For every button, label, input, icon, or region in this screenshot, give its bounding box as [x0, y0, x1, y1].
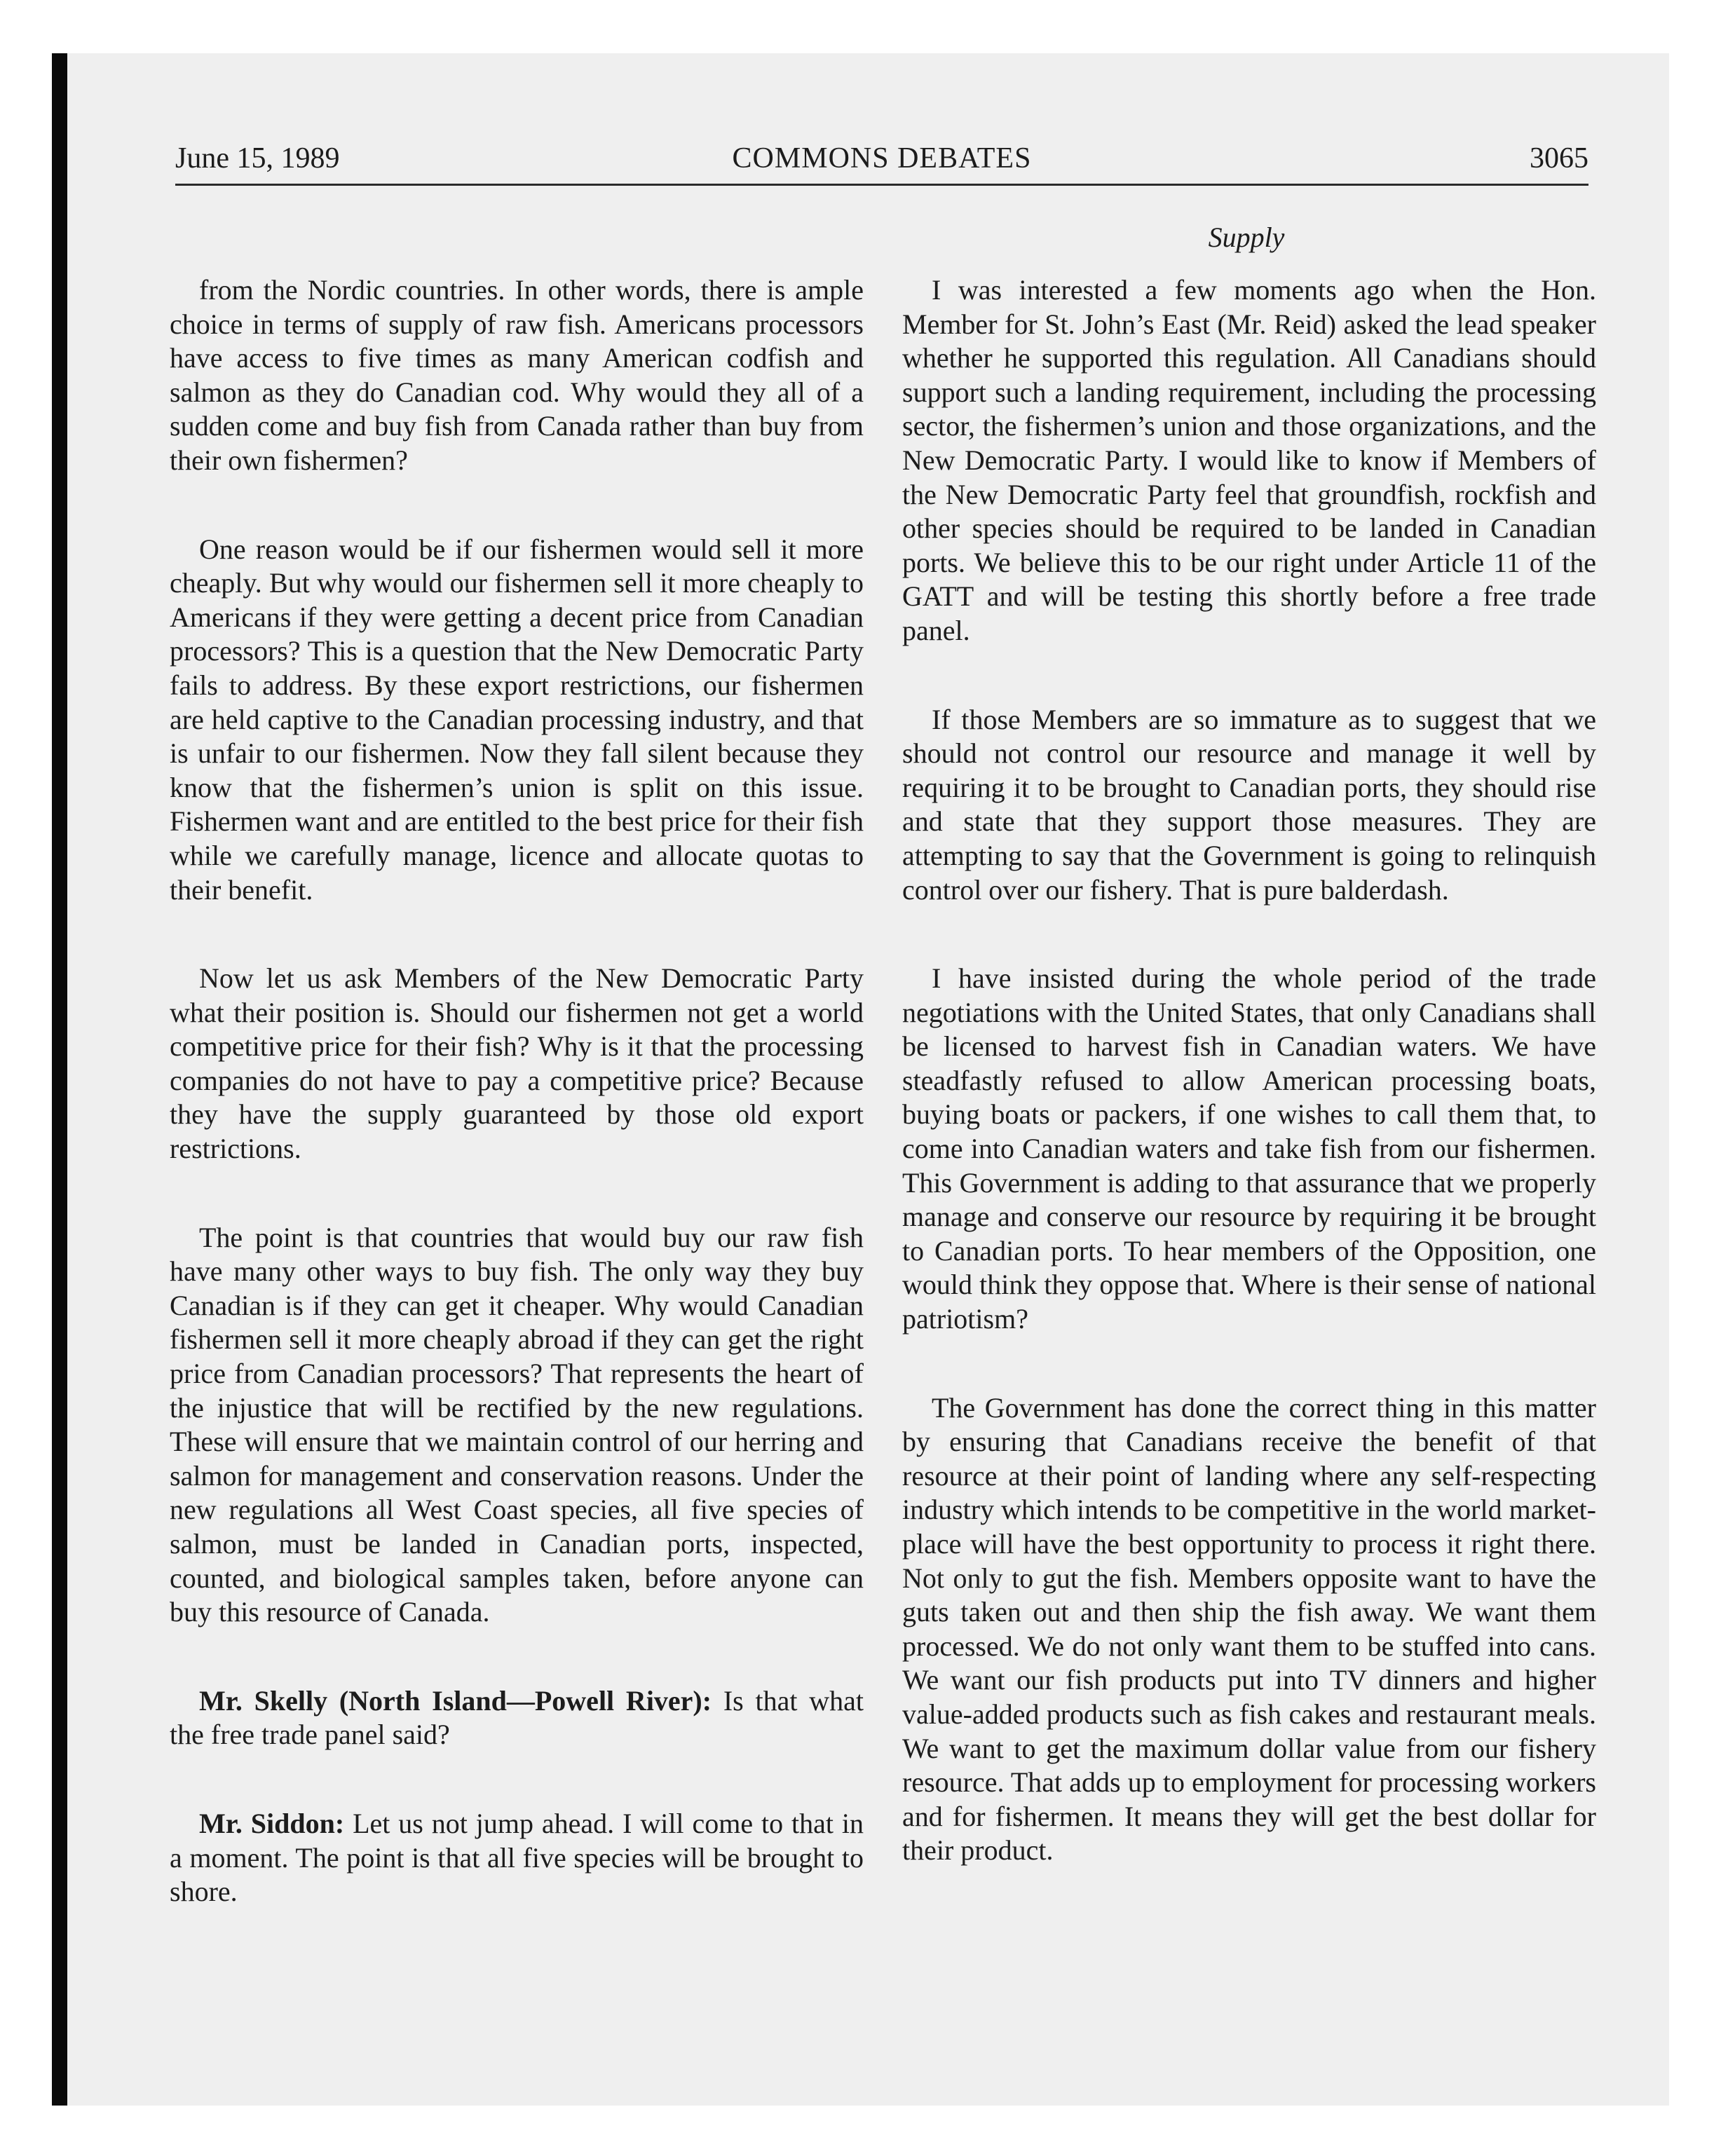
speaker-name: Mr. Skelly (North Island—Powell River):: [199, 1684, 712, 1717]
header-page-number: 3065: [1530, 142, 1588, 175]
header-title: COMMONS DEBATES: [732, 142, 1032, 175]
paragraph: Now let us ask Members of the New Democratic Party what their position is. Should our fishermen not get a world competitive price for their fish? Why is it that the processing companies do not have to pay a competitive price? Because they have the supply guaranteed by those old export restrictions.: [170, 962, 864, 1165]
running-head: Supply: [1208, 221, 1285, 253]
paragraph: from the Nordic countries. In other words, there is ample choice in terms of supply of raw fish. Americans processors have access to five times as many American codfish and salmon as they do Canadian cod. Why would they all of a sudden come and buy fish from Canada rather than buy from their own fishermen?: [170, 274, 864, 476]
speaker-name: Mr. Siddon:: [199, 1807, 345, 1839]
paragraph: I was interested a few moments ago when the Hon. Member for St. John’s East (Mr. Reid) asked the lead speaker whether he supported this regulation. All Canadians should support such a landing requirement, including the processing sector, the fishermen’s union and those organizations, and the New Democratic Party. I would like to know if Members of the New Democratic Party feel that groundfish, rockfish and other species should be required to be landed in Canadian ports. We believe this to be our right under Article 11 of the GATT and will be testing this shortly before a free trade panel.: [902, 274, 1596, 646]
speech-paragraph: Mr. Skelly (North Island—Powell River): Is that what the free trade panel said?: [170, 1684, 864, 1751]
left-column: [170, 273, 864, 1909]
paragraph: I have insisted during the whole period of the trade negotiations with the United States, that only Canadians shall be licensed to harvest fish in Canadian waters. We have steadfastly refused to allow American processing boats, buying boats or packers, if one wishes to call them that, to come into Canadian waters and take fish from our fishermen. This Government is adding to that assurance that we properly manage and conserve our resource by requiring it be brought to Canadian ports. To hear members of the Opposition, one would think they oppose that. Where is their sense of national patriotism?: [902, 962, 1596, 1335]
paragraph: The Government has done the correct thing in this matter by ensuring that Canadians receive the benefit of that resource at their point of landing where any self-respecting industry which intends to be competitive in the world market-place will have the best opportunity to process it right there. Not only to gut the fish. Members opposite want to have the guts taken out and then ship the fish away. We want them processed. We do not only want them to be stuffed into cans. We want our fish products put into TV dinners and higher value-added products such as fish cakes and restaurant meals. We want to get the maximum dollar value from our fishery resource. That adds up to employment for processing workers and for fishermen. It means they will get the best dollar for their product.: [902, 1391, 1596, 1867]
speech-paragraph: Mr. Siddon: Let us not jump ahead. I will come to that in a moment. The point is that all five species will be brought to shore.: [170, 1807, 864, 1908]
scan-edge-bar: [52, 53, 67, 2106]
header-rule: [175, 184, 1588, 186]
paragraph: One reason would be if our fishermen would sell it more cheaply. But why would our fishermen sell it more cheaply to Americans if they were getting a decent price from Canadian processors? This is a question that the New Democratic Party fails to address. By these export restrictions, our fishermen are held captive to the Canadian processing industry, and that is unfair to our fishermen. Now they fall silent because they know that the fishermen’s union is split on this issue. Fishermen want and are entitled to the best price for their fish while we carefully manage, licence and allocate quotas to their benefit.: [170, 533, 864, 906]
header-date: June 15, 1989: [175, 142, 340, 175]
page-header: [175, 137, 1588, 179]
paragraph: The point is that countries that would buy our raw fish have many other ways to buy fish. The only way they buy Canadian is if they can get it cheaper. Why would Canadian fishermen sell it more cheaply abroad if they can get the right price from Canadian processors? That represents the heart of the injustice that will be rectified by the new regulations. These will ensure that we maintain control of our herring and salmon for management and conservation reasons. Under the new regulations all West Coast species, all five species of salmon, must be landed in Canadian ports, inspected, counted, and biological samples taken, before anyone can buy this resource of Canada.: [170, 1221, 864, 1628]
paragraph: If those Members are so immature as to suggest that we should not control our resource and manage it well by requiring it to be brought to Canadian ports, they should rise and state that they support those measures. They are attempting to say that the Government is going to relinquish control over our fishery. That is pure balderdash.: [902, 703, 1596, 906]
right-column: [902, 273, 1596, 1868]
